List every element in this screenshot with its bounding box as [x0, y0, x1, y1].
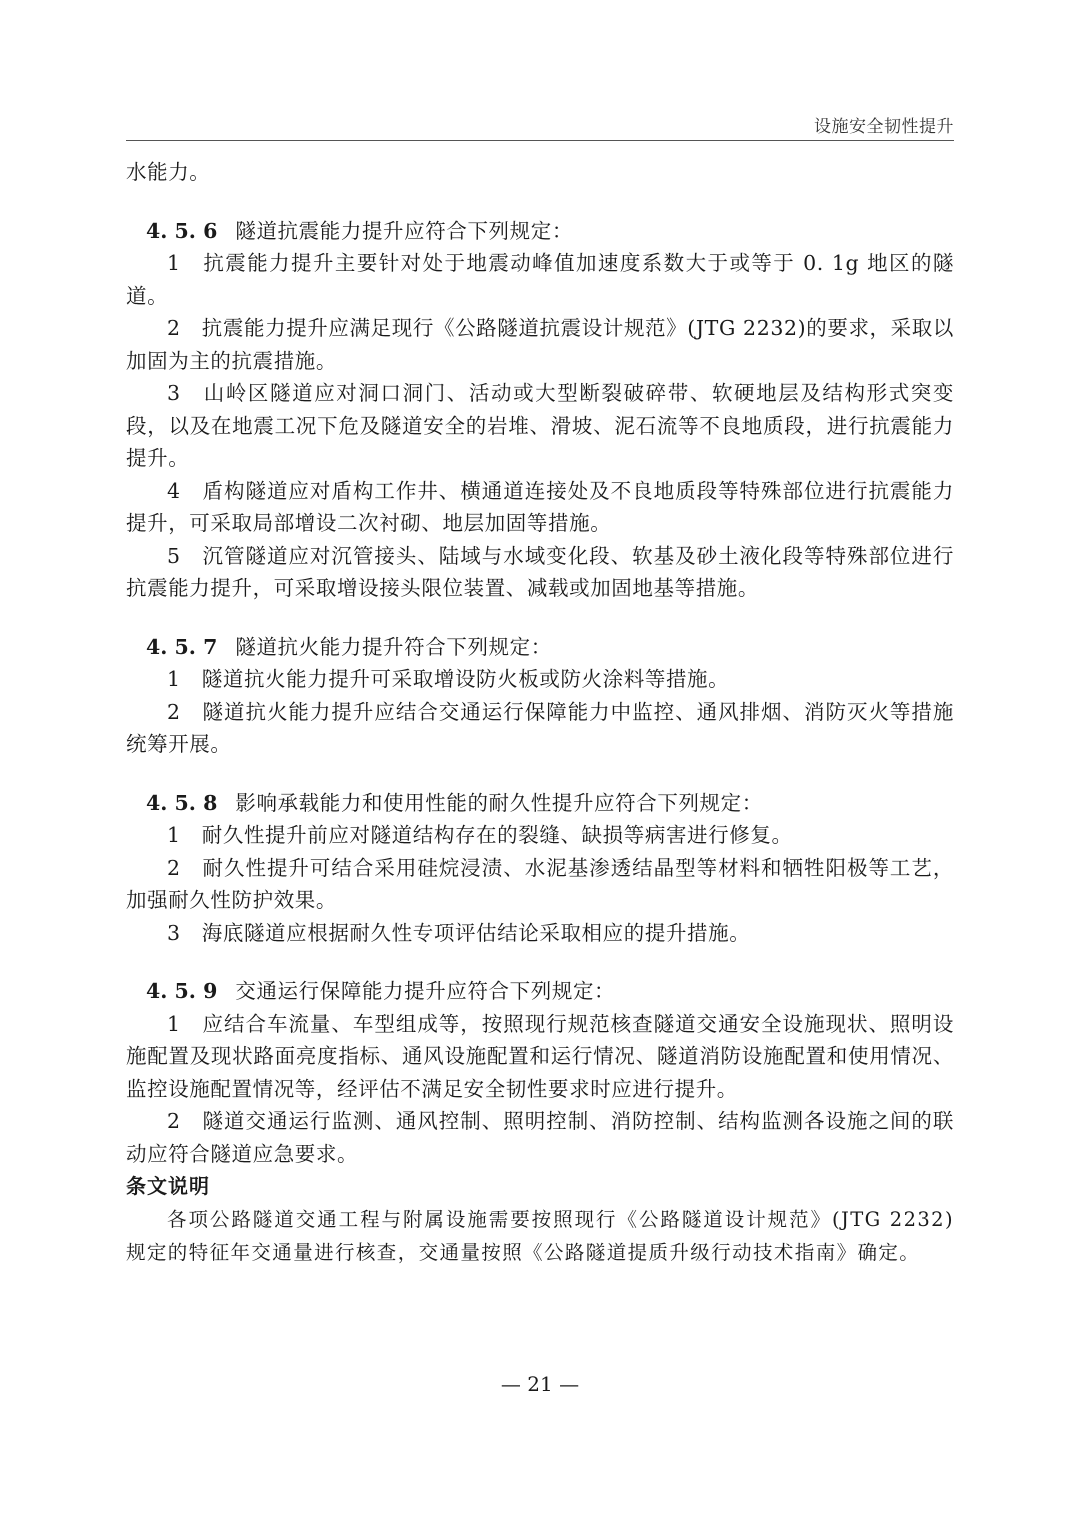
clause-item: 1 抗震能力提升主要针对处于地震动峰值加速度系数大于或等于 0. 1g 地区的隧道。	[126, 251, 954, 308]
clause-number: 4. 5. 9	[146, 979, 218, 1003]
clause-item: 3 海底隧道应根据耐久性专项评估结论采取相应的提升措施。	[167, 920, 751, 945]
clause-item: 1 耐久性提升前应对隧道结构存在的裂缝、缺损等病害进行修复。	[167, 823, 793, 847]
clause-item: 3 山岭区隧道应对洞口洞门、活动或大型断裂破碎带、软硬地层及结构形式突变段，以及在地震工况下危及隧道安全的岩堆、滑坡、泥石流等不良地质段，进行抗震能力提升。	[126, 381, 954, 470]
explanation-title: 条文说明	[126, 1174, 210, 1198]
clause-4-5-8	[126, 787, 954, 950]
clause-item: 1 应结合车流量、车型组成等，按照现行规范核查隧道交通安全设施现状、照明设施配置及现状路面亮度指标、通风设施配置和运行情况、隧道消防设施配置和使用情况、监控设施配置情况等，经评估不满足安全韧性要求时应进行提升。	[126, 1011, 954, 1101]
clause-item: 2 隧道抗火能力提升应结合交通运行保障能力中监控、通风排烟、消防灭火等措施统筹开展。	[126, 699, 954, 756]
clause-title: 影响承载能力和使用性能的耐久性提升应符合下列规定：	[235, 790, 763, 815]
clause-4-5-6	[126, 215, 954, 605]
body-content	[126, 156, 954, 1269]
clause-item: 5 沉管隧道应对沉管接头、陆域与水域变化段、软基及砂土液化段等特殊部位进行抗震能力提升，可采取增设接头限位装置、减载或加固地基等措施。	[126, 543, 954, 600]
clause-heading	[126, 631, 954, 664]
clause-title: 交通运行保障能力提升应符合下列规定：	[235, 979, 616, 1003]
clause-item: 4 盾构隧道应对盾构工作井、横通道连接处及不良地质段等特殊部位进行抗震能力提升，可采取局部增设二次衬砌、地层加固等措施。	[126, 478, 954, 535]
intro-fragment: 水能力。	[126, 160, 211, 184]
running-header-title: 设施安全韧性提升	[814, 117, 954, 137]
running-header	[126, 0, 954, 141]
explanation-body: 各项公路隧道交通工程与附属设施需要按照现行《公路隧道设计规范》(JTG 2232)规定的特征年交通量进行核查，交通量按照《公路隧道提质升级行动技术指南》确定。	[126, 1207, 954, 1264]
clause-heading	[126, 975, 954, 1008]
clause-item: 2 隧道交通运行监测、通风控制、照明控制、消防控制、结构监测各设施之间的联动应符合隧道应急要求。	[126, 1109, 954, 1166]
page-number: — 21 —	[500, 1372, 580, 1396]
clause-item: 2 耐久性提升可结合采用硅烷浸渍、水泥基渗透结晶型等材料和牺牲阳极等工艺，加强耐久性防护效果。	[126, 855, 954, 912]
clause-number: 4. 5. 6	[146, 218, 218, 243]
clause-4-5-7	[126, 631, 954, 761]
clause-title: 隧道抗震能力提升应符合下列规定：	[235, 218, 573, 243]
clause-heading	[126, 787, 954, 820]
clause-heading	[126, 215, 954, 248]
clause-item: 1 隧道抗火能力提升可采取增设防火板或防火涂料等措施。	[167, 667, 730, 691]
clause-number: 4. 5. 8	[146, 790, 218, 815]
clause-number: 4. 5. 7	[146, 634, 218, 659]
clause-4-5-9	[126, 975, 954, 1170]
clause-title: 隧道抗火能力提升符合下列规定：	[235, 634, 552, 659]
clause-item: 2 抗震能力提升应满足现行《公路隧道抗震设计规范》(JTG 2232)的要求，采取以加固为主的抗震措施。	[126, 316, 954, 373]
